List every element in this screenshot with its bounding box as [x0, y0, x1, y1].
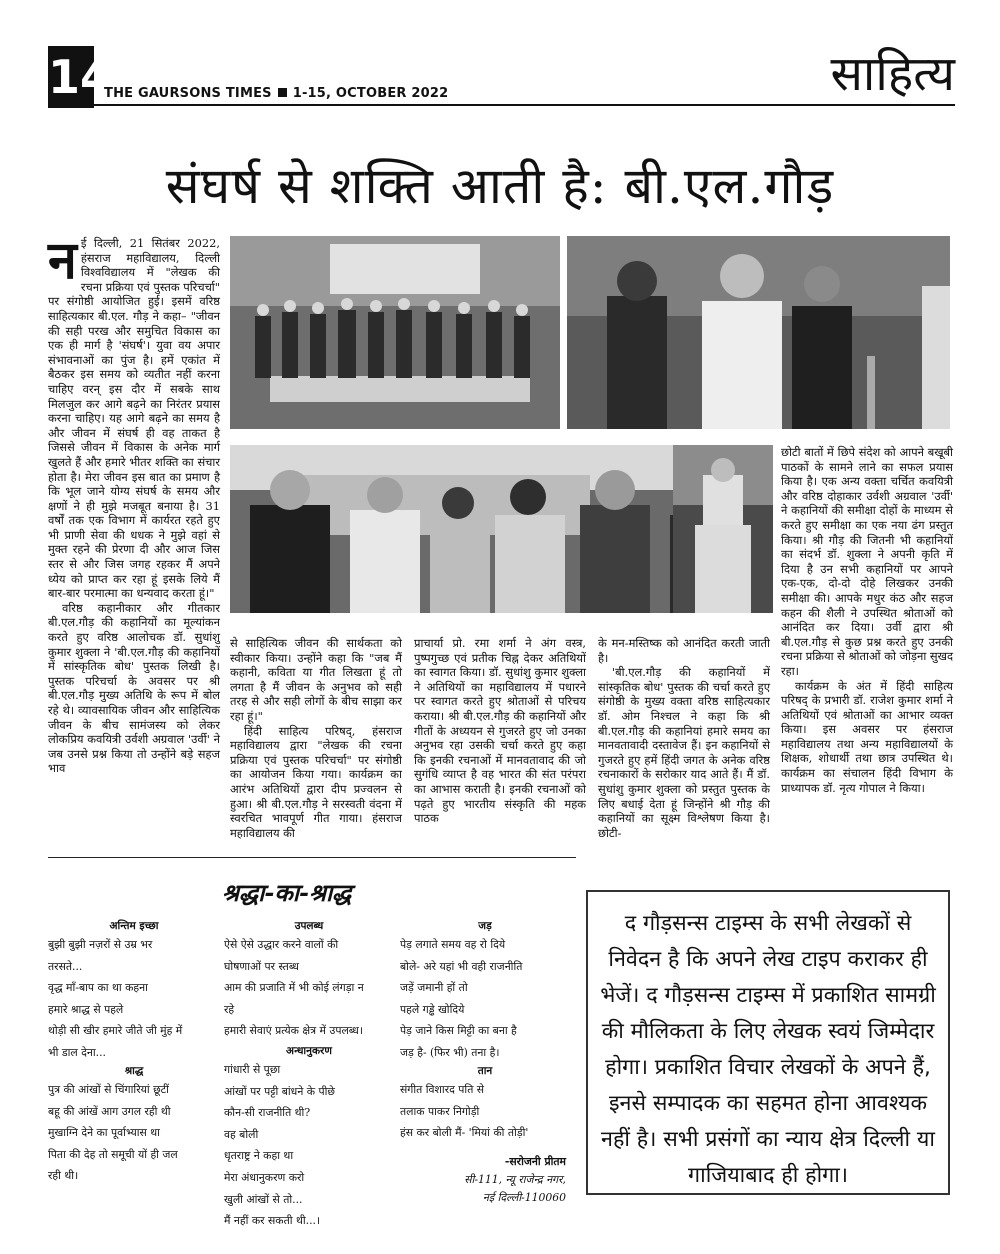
article-column-1: [48, 230, 220, 776]
article-column-5: [781, 445, 953, 795]
photo-group-stage: [230, 236, 560, 429]
photo-speaker-podium: [673, 445, 773, 613]
dropcap-letter: न: [48, 230, 77, 291]
poem-line: पिता की देह तो समूची यों ही जल: [48, 1147, 178, 1161]
poem-line: हंस कर बोली मैं- 'मियां की तोड़ी': [400, 1126, 529, 1140]
section-divider: [48, 857, 576, 858]
poem-line: हमारे श्राद्ध से पहले: [48, 1002, 124, 1016]
poet-address-line: नई दिल्ली-110060: [482, 1191, 566, 1204]
section-title: साहित्य: [830, 46, 955, 102]
column-5-para-2: कार्यक्रम के अंत में हिंदी साहित्य परिषद् के प्रभारी डॉ. राजेश कुमार शर्मा ने अतिथियों एवं श्रोताओं का आभार व्यक्त किया। इस अवसर पर हंसराज महाविद्यालय तथा अन्य महाविद्यालयों के शिक्षक, शोधार्थी तथा छात्र उपस्थित थे। कार्यक्रम का संचालन हिंदी विभाग के प्राध्यापक डॉ. नृत्य गोपाल ने किया।: [781, 678, 953, 795]
poem-antim-ichha: [48, 918, 220, 1064]
poem-title: उपलब्ध: [294, 920, 324, 932]
poem-line: मेरा अंधानुकरण करो: [224, 1170, 305, 1184]
poem-line: बोले- अरे यहां भी वही राजनीति: [400, 959, 523, 973]
column-2-para-2: हिंदी साहित्य परिषद्, हंसराज महाविद्यालय द्वारा "लेखक की रचना प्रक्रिया एवं पुस्तक परिचर्चा" पर संगोष्ठी का आयोजन किया गया। कार्यक्रम का आरंभ अतिथियों द्वारा दीप प्रज्वलन से हुआ। श्री बी.एल.गौड़ ने सरस्वती वंदना में स्वरचित भावपूर्ण गीत गाया। हंसराज महाविद्यालय की: [230, 723, 402, 840]
poem-line: वृद्ध माँ-बाप का था कहना: [48, 981, 148, 995]
poem-line: कौन-सी राजनीति थी?: [224, 1106, 311, 1120]
poem-line: हमारी सेवाएं प्रत्येक क्षेत्र में उपलब्ध।: [224, 1024, 363, 1038]
poem-line: मैं नहीं कर सकती थी...।: [224, 1214, 321, 1228]
poem-line: खुली आंखों से तो...: [224, 1192, 303, 1206]
column-3-para-1: प्राचार्या प्रो. रमा शर्मा ने अंग वस्त्र, पुष्पगुच्छ एवं प्रतीक चिह्न देकर अतिथियों का स्वागत किया। डॉ. सुधांशु कुमार शुक्ला ने अतिथियों का महाविद्यालय में पधारने पर स्वागत करते हुए श्रोताओं से परिचय कराया। श्री बी.एल.गौड़ की कहानियों और गीतों के अध्ययन से गुजरते हुए जो उनका अनुभव रहा उसकी चर्चा करते हुए कहा कि इनकी रचनाओं में मानवतावाद की जो सुगंधि व्याप्त है वह भारत की संत परंपरा का आभास कराती है। इनकी रचनाओं को पढ़ते हुए भारतीय संस्कृति की महक पाठक: [414, 636, 586, 826]
poem-line: थोड़ी सी खीर हमारे जीते जी मुंह में: [48, 1024, 183, 1038]
article-column-2: [230, 636, 402, 840]
column-5-para-1: छोटी बातों में छिपे संदेश को आपने बखूबी पाठकों के सामने लाने का सफल प्रयास किया है। एक अन्य वक्ता चर्चित कवयित्री और वरिष्ठ दोहाकार उर्वशी अग्रवाल 'उर्वी' ने कहानियों की समीक्षा दोहों के माध्यम से करते हुए समीक्षा का एक नया ढंग प्रस्तुत किया। श्री गौड़ की जितनी भी कहानियों का संदर्भ डॉ. शुक्ला ने अपनी कृति में दिया है उन सभी कहानियों पर आपने एक-एक, दो-दो दोहे लिखकर उनकी समीक्षा की। आपके मधुर कंठ और सहज कहन की शैली ने उपस्थित श्रोताओं को आनंदित कर दिया। उर्वी द्वारा श्री बी.एल.गौड़ से कुछ प्रश्न करते हुए उनकी रचना प्रक्रिया से श्रोताओं को जोड़ना सुखद रहा।: [781, 445, 953, 678]
editorial-notice-text: द गौड़सन्स टाइम्स के सभी लेखकों से निवेदन है कि अपने लेख टाइप कराकर ही भेजें। द गौड़सन्स टाइम्स में प्रकाशित सामग्री की मौलिकता के लिए लेखक स्वयं जिम्मेदार होगा। प्रकाशित विचार लेखकों के अपने हैं, इनसे सम्पादक का सहमत होना आवश्यक नहीं है। सभी प्रसंगों का न्याय क्षेत्र दिल्ली या गाजियाबाद ही होगा।: [600, 911, 936, 1188]
poem-line: जड़ है- (फिर भी) तना है।: [400, 1045, 500, 1059]
poem-title: अन्तिम इच्छा: [109, 920, 159, 932]
column-4-para-1: के मन-मस्तिष्क को आनंदित करती जाती है।: [598, 636, 770, 665]
poem-line: आम की प्रजाति में भी कोई लंगड़ा न: [224, 981, 364, 995]
poet-name: -सरोजनी प्रीतम: [504, 1155, 566, 1168]
column-2-para-1: से साहित्यिक जीवन की सार्थकता को स्वीकार किया। उन्होंने कहा कि "जब मैं कहानी, कविता या गीत लिखता हूं तो लगता है मैं जीवन के अनुभव को सही तरह से और सही लोगों के बीच साझा कर रहा हूं।": [230, 636, 402, 723]
poet-credit: [400, 1153, 566, 1207]
poem-line: घोषणाओं पर स्तब्ध: [224, 959, 299, 973]
poem-shraddh: [48, 1063, 220, 1187]
poem-line: ऐसे ऐसे उद्धार करने वालों की: [224, 938, 339, 951]
poem-taan: [400, 1063, 570, 1144]
page-number: 14: [48, 46, 94, 108]
poem-line: पहले गड्ढे खोदिये: [400, 1002, 465, 1016]
publication-name: THE GAURSONS TIMES: [104, 86, 272, 101]
poem-line: भी डाल देना...: [48, 1045, 106, 1059]
poem-line: जड़ें जमानी हों तो: [400, 981, 468, 995]
column-1-para-2: वरिष्ठ कहानीकार और गीतकार बी.एल.गौड़ की कहानियों का मूल्यांकन करते हुए वरिष्ठ आलोचक डॉ. सुधांशु कुमार शुक्ला ने 'बी.एल.गौड़ की कहानियों में सांस्कृतिक बोध' पुस्तक लिखी है। पुस्तक परिचर्चा के अवसर पर श्री बी.एल.गौड़ मुख्य अतिथि के रूप में बोल रहे थे। व्यावसायिक जीवन और साहित्यिक जीवन के बीच सामंजस्य को लेकर लोकप्रिय कवयित्री उर्वशी अग्रवाल 'उर्वी' ने जब उनसे प्रश्न किया तो उन्होंने बड़े सहज भाव: [48, 600, 220, 776]
column-1-para-1: ई दिल्ली, 21 सितंबर 2022, हंसराज महाविद्यालय, दिल्ली विश्वविद्यालय में "लेखक की रचना प्रक्रिया एवं पुस्तक परिचर्चा" पर संगोष्ठी आयोजित हुई। इसमें वरिष्ठ साहित्यकार बी.एल. गौड़ ने कहा– "जीवन की सही परख और समुचित विकास का एक ही मार्ग है 'संघर्ष'। युवा वय अपार संभावनाओं का पुंज है। हमें एकांत में बैठकर इस समय को व्यतीत नहीं करना चाहिए वरन् इस दौर में सबके साथ मिलजुल कर आगे बढ़ने का निरंतर प्रयास करना चाहिए। यह आगे बढ़ने का समय है और जीवन में संघर्ष ही वह ताकत है जिससे जीवन में विकास के अनेक मार्ग खुलते हैं और हमारे भीतर शक्ति का संचार होता है। मेरा जीवन इस बात का प्रमाण है कि भूल जाने योग्य संघर्ष के समय और क्षणों ने ही मुझे मजबूत बनाया है। 31 वर्षों तक एक विभाग में कार्यरत रहते हुए भी प्राणी सेवा की धधक ने मुझे वहां से मुक्त रहने की प्रेरणा दी और आज जिस स्तर से और जिस जगह रहकर मैं अपने ध्येय को प्राप्त कर रहा हूं इसके लिये मैं बार-बार परमात्मा का धन्यवाद करता हूं।": [48, 236, 220, 601]
poem-line: वह बोली: [224, 1127, 259, 1141]
poem-line: रहे: [224, 1002, 235, 1016]
poem-line: तरसते...: [48, 959, 83, 973]
poems-section-title: श्रद्धा-का-श्राद्ध: [222, 878, 352, 907]
poem-line: आंखों पर पट्टी बांधने के पीछे: [224, 1084, 335, 1098]
poem-line: संगीत विशारद पति से: [400, 1083, 485, 1096]
poem-title: अन्धानुकरण: [286, 1045, 332, 1057]
poem-title: तान: [477, 1065, 493, 1077]
article-headline: संघर्ष से शक्ति आती है: बी.एल.गौड़: [165, 157, 835, 215]
poem-line: बुझी बुझी नज़रों से उम्र भर: [48, 938, 153, 951]
poet-address-line: सी-111, न्यू राजेन्द्र नगर,: [464, 1173, 566, 1186]
poem-line: पेड़ लगाते समय वह रो दिये: [400, 938, 506, 951]
poem-line: तलाक पाकर निगोड़ी: [400, 1104, 480, 1118]
poem-andhanukaran: [224, 1043, 394, 1232]
poem-jad: [400, 918, 570, 1064]
poem-line: धृतराष्ट्र ने कहा था: [224, 1149, 294, 1163]
poem-title: जड़: [478, 920, 492, 932]
header-rule: [48, 104, 955, 106]
poem-uplabdh: [224, 918, 394, 1042]
poem-line: बहू की आंखें आग उगल रही थी: [48, 1104, 171, 1118]
article-column-4: [598, 636, 770, 840]
editorial-notice-box: [586, 890, 950, 1195]
separator-square-icon: [278, 88, 287, 97]
masthead: [104, 86, 448, 101]
issue-date: 1-15, OCTOBER 2022: [292, 86, 449, 101]
poem-line: पेड़ जाने किस मिट्टी का बना है: [400, 1024, 517, 1038]
poem-line: गांधारी से पूछा: [224, 1063, 281, 1076]
poem-line: मुखाग्नि देने का पूर्वाभ्यास था: [48, 1126, 160, 1140]
poem-line: पुत्र की आंखों से चिंगारियां छूटीं: [48, 1083, 169, 1096]
poem-line: रही थी।: [48, 1169, 79, 1183]
photo-lamp-lighting: [567, 236, 950, 429]
article-column-3: [414, 636, 586, 826]
poem-title: श्राद्ध: [124, 1065, 144, 1077]
column-4-para-2: 'बी.एल.गौड़ की कहानियों में सांस्कृतिक बोध' पुस्तक की चर्चा करते हुए संगोष्ठी के मुख्य वक्ता वरिष्ठ साहित्यकार डॉ. ओम निश्चल ने कहा कि श्री बी.एल.गौड़ की कहानियां हमारे समय का मानवतावादी दस्तावेज हैं। इन कहानियों से गुजरते हुए हमें हिंदी जगत के अनेक वरिष्ठ रचनाकारों के सरोकार याद आते हैं। मैं डॉ. सुधांशु कुमार शुक्ला को प्रस्तुत पुस्तक के लिए बधाई देता हूं जिन्होंने श्री गौड़ की कहानियों का सूक्ष्म विश्लेषण किया है। छोटी-: [598, 665, 770, 840]
